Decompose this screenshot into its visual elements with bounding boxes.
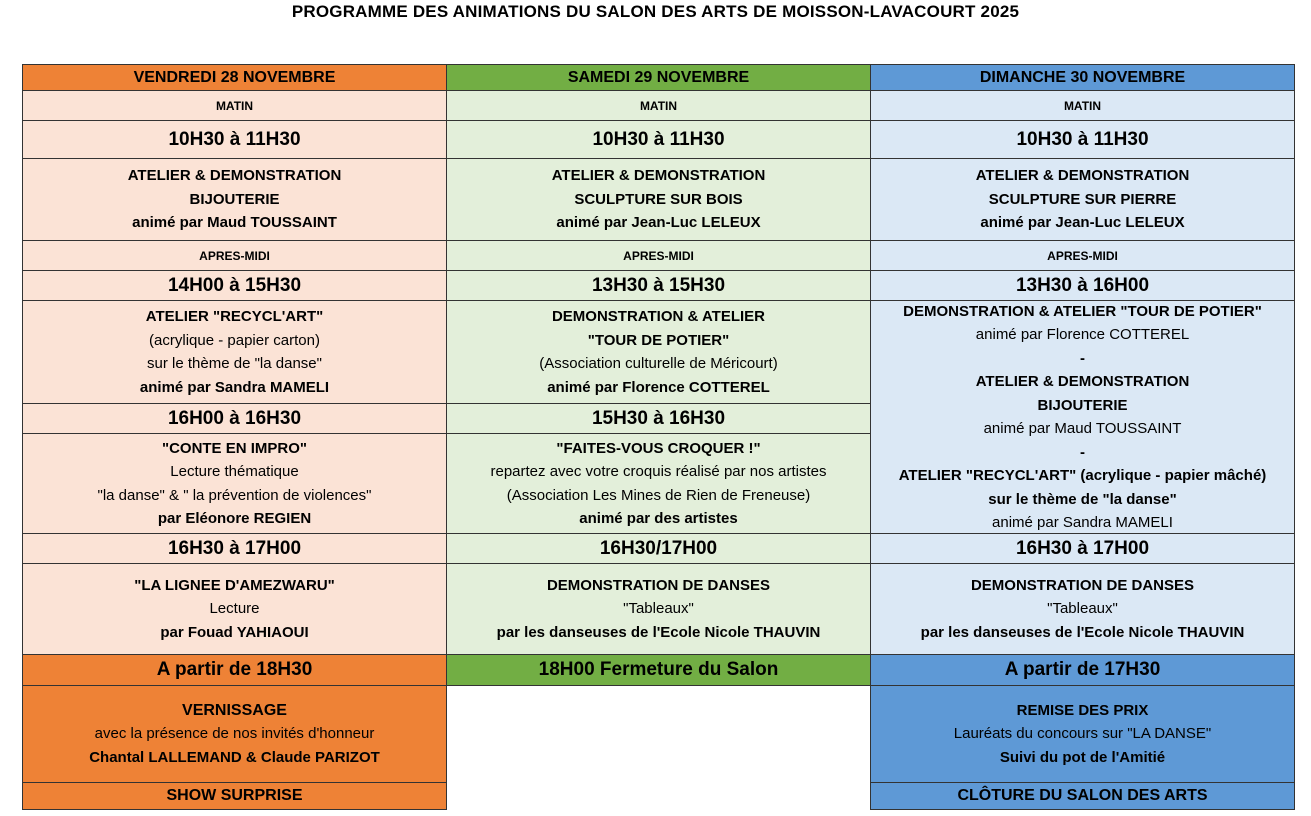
saturday-slot3-time: 15H30 à 16H30 <box>446 403 871 434</box>
friday-slot1-line: BIJOUTERIE <box>189 190 280 208</box>
saturday-slot1-time: 10H30 à 11H30 <box>446 120 871 159</box>
friday-morning-label: MATIN <box>22 90 447 121</box>
saturday-slot4-line: "Tableaux" <box>623 600 694 618</box>
friday-slot3-line: par Eléonore REGIEN <box>157 510 312 527</box>
sunday-slot2-line: sur le thème de "la danse" <box>988 490 1177 508</box>
friday-afternoon-label: APRES-MIDI <box>22 240 447 271</box>
friday-slot3-line: Lecture thématique <box>170 463 299 480</box>
sunday-header: DIMANCHE 30 NOVEMBRE <box>870 64 1295 91</box>
sunday-slot2-line: animé par Maud TOUSSAINT <box>983 420 1182 437</box>
sunday-slot1-line: ATELIER & DEMONSTRATION <box>975 167 1190 185</box>
sunday-slot2-line: ATELIER & DEMONSTRATION <box>975 373 1190 390</box>
saturday-slot3-line: repartez avec votre croquis réalisé par nos artistes <box>490 463 827 480</box>
saturday-slot4-line: DEMONSTRATION DE DANSES <box>546 576 771 594</box>
friday-slot3-line: "CONTE EN IMPRO" <box>161 439 308 457</box>
sunday-slot2-line: ATELIER "RECYCL'ART" (acrylique - papier mâché) <box>898 467 1267 484</box>
sunday-evening-time: A partir de 17H30 <box>870 654 1295 686</box>
sunday-slot2-line: animé par Sandra MAMELI <box>992 514 1173 531</box>
friday-slot2-line: (acrylique - papier carton) <box>149 331 320 349</box>
friday-slot1-time: 10H30 à 11H30 <box>22 120 447 159</box>
friday-slot2-line: ATELIER "RECYCL'ART" <box>145 308 324 325</box>
saturday-slot4-line: par les danseuses de l'Ecole Nicole THAUVIN <box>496 623 821 641</box>
sunday-slot2-line: animé par Florence COTTEREL <box>975 326 1190 343</box>
friday-slot3-time: 16H00 à 16H30 <box>22 403 447 434</box>
friday-evening-line: Chantal LALLEMAND & Claude PARIZOT <box>89 748 380 766</box>
sunday-slot2-separator: - <box>1080 349 1085 367</box>
sunday-slot4-details <box>870 563 1295 655</box>
friday-slot4-line: par Fouad YAHIAOUI <box>160 623 309 641</box>
sunday-morning-label: MATIN <box>870 90 1295 121</box>
saturday-slot3-line: animé par des artistes <box>579 510 738 527</box>
saturday-slot4-time: 16H30/17H00 <box>446 533 871 564</box>
saturday-slot1-details <box>446 158 871 241</box>
sunday-evening-line: Suivi du pot de l'Amitié <box>999 748 1166 766</box>
saturday-slot2-line: "TOUR DE POTIER" <box>587 331 730 349</box>
saturday-slot3-line: "FAITES-VOUS CROQUER !" <box>556 439 761 457</box>
friday-slot3-line: "la danse" & " la prévention de violences" <box>97 486 372 504</box>
sunday-slot2-line: BIJOUTERIE <box>1037 396 1128 414</box>
friday-slot4-line: "LA LIGNEE D'AMEZWARU" <box>134 576 335 594</box>
sunday-slot2-details <box>870 300 1295 534</box>
friday-closing: SHOW SURPRISE <box>22 782 447 810</box>
saturday-slot1-line: animé par Jean-Luc LELEUX <box>556 214 761 232</box>
saturday-evening-time: 18H00 Fermeture du Salon <box>446 654 871 686</box>
friday-evening-time: A partir de 18H30 <box>22 654 447 686</box>
friday-slot1-details <box>22 158 447 241</box>
saturday-slot1-line: SCULPTURE SUR BOIS <box>574 190 743 208</box>
sunday-slot1-time: 10H30 à 11H30 <box>870 120 1295 159</box>
saturday-morning-label: MATIN <box>446 90 871 121</box>
sunday-evening-line: REMISE DES PRIX <box>1016 701 1149 719</box>
page-title: PROGRAMME DES ANIMATIONS DU SALON DES ARTS DE MOISSON-LAVACOURT 2025 <box>291 2 1020 21</box>
saturday-slot2-line: (Association culturelle de Méricourt) <box>539 355 778 372</box>
saturday-slot2-line: animé par Florence COTTEREL <box>547 378 770 396</box>
sunday-slot4-line: "Tableaux" <box>1047 600 1118 618</box>
friday-slot1-line: animé par Maud TOUSSAINT <box>132 214 337 232</box>
sunday-slot2-line: DEMONSTRATION & ATELIER "TOUR DE POTIER" <box>903 302 1262 320</box>
sunday-closing: CLÔTURE DU SALON DES ARTS <box>870 782 1295 810</box>
friday-evening-line: avec la présence de nos invités d'honneur <box>94 725 375 743</box>
sunday-slot4-line: DEMONSTRATION DE DANSES <box>970 576 1195 594</box>
friday-slot2-details <box>22 300 447 404</box>
sunday-slot2-separator: - <box>1080 443 1085 461</box>
friday-header: VENDREDI 28 NOVEMBRE <box>22 64 447 91</box>
friday-slot3-details <box>22 433 447 534</box>
friday-slot4-line: Lecture <box>209 600 260 618</box>
friday-slot2-line: animé par Sandra MAMELI <box>139 378 330 396</box>
saturday-slot4-details <box>446 563 871 655</box>
sunday-slot4-line: par les danseuses de l'Ecole Nicole THAUVIN <box>920 623 1245 641</box>
sunday-slot1-details <box>870 158 1295 241</box>
saturday-slot1-line: ATELIER & DEMONSTRATION <box>551 167 766 185</box>
saturday-slot2-details <box>446 300 871 404</box>
sunday-slot2-time: 13H30 à 16H00 <box>870 270 1295 301</box>
friday-slot4-details <box>22 563 447 655</box>
saturday-slot3-line: (Association Les Mines de Rien de Freneuse) <box>506 486 811 504</box>
sunday-slot4-time: 16H30 à 17H00 <box>870 533 1295 564</box>
friday-slot2-time: 14H00 à 15H30 <box>22 270 447 301</box>
friday-slot4-time: 16H30 à 17H00 <box>22 533 447 564</box>
friday-slot2-line: sur le thème de "la danse" <box>147 355 322 372</box>
saturday-slot2-time: 13H30 à 15H30 <box>446 270 871 301</box>
saturday-afternoon-label: APRES-MIDI <box>446 240 871 271</box>
saturday-slot3-details <box>446 433 871 534</box>
sunday-evening-line: Lauréats du concours sur "LA DANSE" <box>953 725 1212 743</box>
saturday-slot2-line: DEMONSTRATION & ATELIER <box>551 308 766 325</box>
sunday-evening-details <box>870 685 1295 783</box>
sunday-afternoon-label: APRES-MIDI <box>870 240 1295 271</box>
friday-slot1-line: ATELIER & DEMONSTRATION <box>127 167 342 185</box>
sunday-slot1-line: SCULPTURE SUR PIERRE <box>988 190 1177 208</box>
saturday-header: SAMEDI 29 NOVEMBRE <box>446 64 871 91</box>
friday-evening-details <box>22 685 447 783</box>
sunday-slot1-line: animé par Jean-Luc LELEUX <box>980 214 1185 232</box>
friday-evening-line: VERNISSAGE <box>182 701 287 719</box>
